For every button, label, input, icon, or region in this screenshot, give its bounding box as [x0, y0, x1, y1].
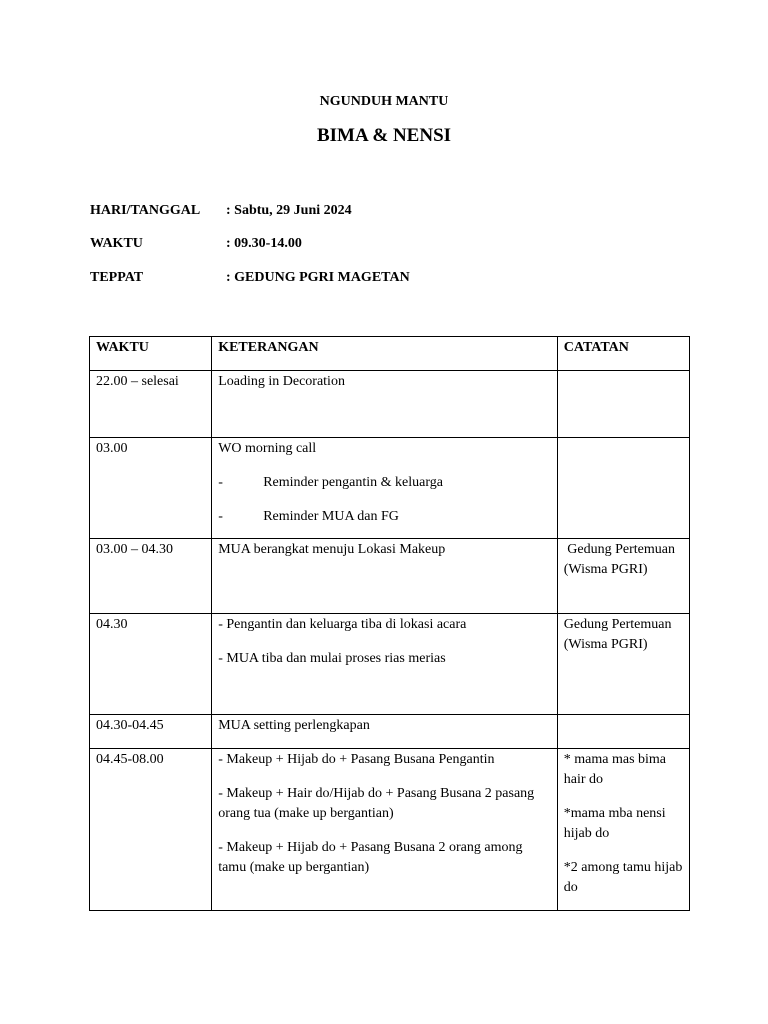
header-catatan: CATATAN — [557, 337, 689, 371]
cell-catatan: Gedung Pertemuan (Wisma PGRI) — [557, 539, 689, 614]
rundown-table — [89, 336, 690, 911]
cell-waktu: 03.00 – 04.30 — [90, 539, 212, 614]
header-waktu: WAKTU — [90, 337, 212, 371]
catatan-line: *mama mba nensi hijab do — [563, 806, 666, 841]
cell-catatan — [557, 749, 689, 911]
cell-keterangan — [212, 539, 558, 614]
keterangan-line: - MUA tiba dan mulai proses rias merias — [218, 651, 446, 666]
info-row-place — [90, 270, 410, 286]
header-keterangan: KETERANGAN — [212, 337, 558, 371]
keterangan-line: - Makeup + Hijab do + Pasang Busana 2 orang among tamu (make up bergantian) — [218, 840, 523, 875]
bullet-text: Reminder MUA dan FG — [263, 509, 399, 524]
cell-catatan: Gedung Pertemuan (Wisma PGRI) — [557, 614, 689, 715]
info-value: : 09.30-14.00 — [226, 236, 302, 251]
info-label: TEPPAT — [90, 270, 144, 285]
cell-waktu: 04.30 — [90, 614, 212, 715]
info-row-date — [90, 203, 352, 219]
bullet-mark: - — [218, 475, 223, 490]
cell-waktu: 04.30-04.45 — [90, 715, 212, 749]
document-subtitle: NGUNDUH MANTU — [319, 94, 449, 109]
cell-keterangan — [212, 749, 558, 911]
keterangan-line: WO morning call — [218, 441, 317, 456]
cell-keterangan — [212, 614, 558, 715]
table-row — [90, 371, 690, 438]
bullet-item — [218, 473, 551, 493]
keterangan-line: MUA berangkat menuju Lokasi Makeup — [218, 542, 446, 557]
info-label: HARI/TANGGAL — [90, 203, 201, 218]
cell-catatan — [557, 438, 689, 539]
cell-keterangan — [212, 715, 558, 749]
cell-keterangan — [212, 438, 558, 539]
cell-keterangan — [212, 371, 558, 438]
keterangan-line: - Makeup + Hair do/Hijab do + Pasang Busana 2 pasang orang tua (make up bergantian) — [218, 786, 535, 821]
bullet-mark: - — [218, 509, 223, 524]
table-header-row — [90, 337, 690, 371]
table-row — [90, 539, 690, 614]
cell-catatan — [557, 715, 689, 749]
cell-waktu: 03.00 — [90, 438, 212, 539]
keterangan-line: Loading in Decoration — [218, 374, 345, 389]
cell-catatan — [557, 371, 689, 438]
table-row — [90, 614, 690, 715]
keterangan-line: - Makeup + Hijab do + Pasang Busana Pengantin — [218, 752, 495, 767]
cell-waktu: 04.45-08.00 — [90, 749, 212, 911]
keterangan-line: - Pengantin dan keluarga tiba di lokasi acara — [218, 617, 467, 632]
info-value: : Sabtu, 29 Juni 2024 — [226, 203, 352, 218]
keterangan-line: MUA setting perlengkapan — [218, 718, 370, 733]
catatan-line: *2 among tamu hijab do — [563, 860, 683, 895]
document-title: BIMA & NENSI — [316, 125, 452, 146]
info-label: WAKTU — [90, 236, 143, 251]
table-row — [90, 749, 690, 911]
bullet-text: Reminder pengantin & keluarga — [263, 475, 443, 490]
table-row — [90, 715, 690, 749]
info-value: : GEDUNG PGRI MAGETAN — [226, 270, 410, 285]
table-row — [90, 438, 690, 539]
cell-waktu: 22.00 – selesai — [90, 371, 212, 438]
bullet-item — [218, 507, 551, 527]
catatan-line: * mama mas bima hair do — [563, 752, 667, 787]
info-row-time — [90, 236, 302, 252]
